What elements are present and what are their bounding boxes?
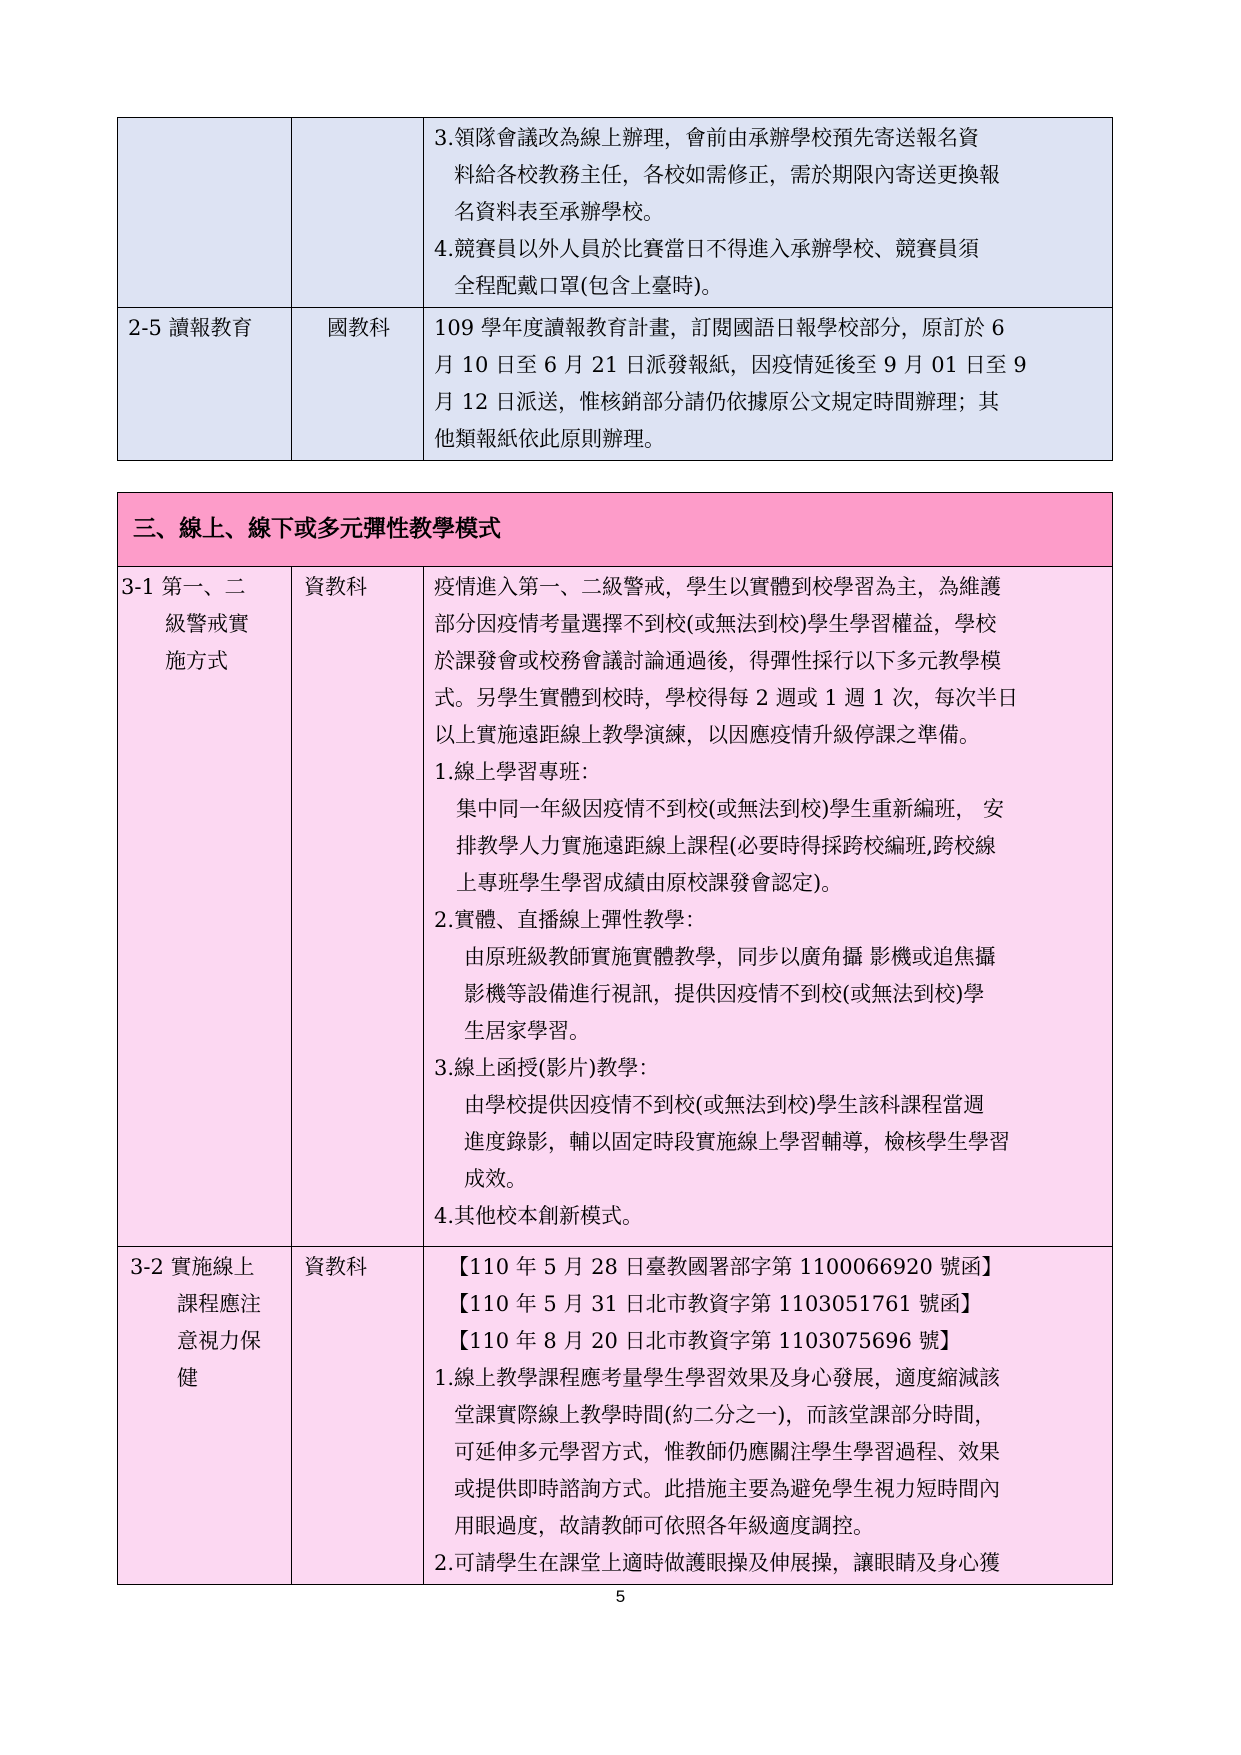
item-title-line: 意視力保 xyxy=(177,1329,261,1353)
text-line: 集中同一年級因疫情不到校(或無法到校)學生重新編班， 安 xyxy=(456,797,1005,821)
text-line: 線上教學課程應考量學生學習效果及身心發展，適度縮減該 xyxy=(454,1366,1001,1390)
reference-line: 【110 年 8 月 20 日北市教資字第 1103075696 號】 xyxy=(448,1329,961,1353)
table-row xyxy=(118,1247,1113,1585)
text-line: 全程配戴口罩(包含上臺時)。 xyxy=(454,274,723,298)
dept-cell xyxy=(292,1247,424,1585)
item-title-line: 施方式 xyxy=(165,649,228,673)
text-line: 上專班學生學習成績由原校課發會認定)。 xyxy=(456,871,843,895)
item-number: 3. xyxy=(434,126,455,150)
text-line: 部分因疫情考量選擇不到校(或無法到校)學生學習權益，學校 xyxy=(434,612,997,636)
text-line: 領隊會議改為線上辦理，會前由承辦學校預先寄送報名資 xyxy=(454,126,980,150)
text-line: 疫情進入第一、二級警戒，學生以實體到校學習為主，為維護 xyxy=(434,575,1001,599)
item-cell xyxy=(118,567,292,1247)
text-line: 於課發會或校務會議討論通過後，得彈性採行以下多元教學模 xyxy=(434,649,1001,673)
item-number: 4. xyxy=(434,237,455,261)
dept-cell-empty xyxy=(292,118,424,308)
text-line: 月 12 日派送，惟核銷部分請仍依據原公文規定時間辦理；其 xyxy=(434,390,1000,414)
page-number: 5 xyxy=(615,1587,626,1606)
text-line: 用眼過度，故請教師可依照各年級適度調控。 xyxy=(454,1514,875,1538)
item-title-line: 課程應注 xyxy=(177,1292,261,1316)
list-item xyxy=(434,231,1104,305)
dept-name: 資教科 xyxy=(304,1255,367,1279)
list-item-heading: 1.線上學習專班： xyxy=(434,760,602,784)
list-item xyxy=(434,1545,1104,1582)
reference-line: 【110 年 5 月 28 日臺教國署部字第 1100066920 號函】 xyxy=(448,1255,1003,1279)
list-item xyxy=(434,1360,1104,1545)
text-line: 影機等設備進行視訊，提供因疫情不到校(或無法到校)學 xyxy=(464,982,985,1006)
text-line: 由學校提供因疫情不到校(或無法到校)學生該科課程當週 xyxy=(464,1093,985,1117)
content-cell xyxy=(424,567,1113,1247)
table-row xyxy=(118,308,1113,461)
section-heading: 三、線上、線下或多元彈性教學模式 xyxy=(118,493,1113,567)
dept-name: 資教科 xyxy=(304,575,367,599)
text-line: 成效。 xyxy=(464,1167,527,1191)
content-cell xyxy=(424,1247,1113,1585)
text-line: 109 學年度讀報教育計畫，訂閱國語日報學校部分，原訂於 6 xyxy=(434,316,1005,340)
text-line: 進度錄影，輔以固定時段實施線上學習輔導，檢核學生學習 xyxy=(464,1130,1010,1154)
table-continued xyxy=(117,117,1113,461)
text-line: 他類報紙依此原則辦理。 xyxy=(434,427,665,451)
text-line: 競賽員以外人員於比賽當日不得進入承辦學校、競賽員須 xyxy=(454,237,980,261)
item-number: 1. xyxy=(434,1366,455,1390)
text-line: 由原班級教師實施實體教學，同步以廣角攝 影機或追焦攝 xyxy=(464,945,996,969)
list-item-heading: 4.其他校本創新模式。 xyxy=(434,1204,644,1228)
reference-line: 【110 年 5 月 31 日北市教資字第 1103051761 號函】 xyxy=(448,1292,982,1316)
item-title: 3-2 實施線上 xyxy=(130,1255,255,1279)
text-line: 式。另學生實體到校時，學校得每 2 週或 1 週 1 次，每次半日 xyxy=(434,686,1019,710)
text-line: 生居家學習。 xyxy=(464,1019,590,1043)
table-row xyxy=(118,567,1113,1247)
list-item-heading: 3.線上函授(影片)教學： xyxy=(434,1056,660,1080)
list-item-heading: 2.實體、直播線上彈性教學： xyxy=(434,908,707,932)
item-cell xyxy=(118,308,292,461)
text-line: 或提供即時諮詢方式。此措施主要為避免學生視力短時間內 xyxy=(454,1477,1001,1501)
dept-name: 國教科 xyxy=(327,316,390,340)
text-line: 名資料表至承辦學校。 xyxy=(454,200,665,224)
text-line: 可請學生在課堂上適時做護眼操及伸展操，讓眼睛及身心獲 xyxy=(454,1551,1001,1575)
item-number: 2. xyxy=(434,1551,455,1575)
list-item xyxy=(434,120,1104,231)
text-line: 以上實施遠距線上教學演練，以因應疫情升級停課之準備。 xyxy=(434,723,980,747)
text-line: 排教學人力實施遠距線上課程(必要時得採跨校編班,跨校線 xyxy=(456,834,996,858)
item-title: 2-5 讀報教育 xyxy=(128,316,253,340)
table-section-3 xyxy=(117,492,1113,1585)
dept-cell xyxy=(292,308,424,461)
dept-cell xyxy=(292,567,424,1247)
item-cell xyxy=(118,1247,292,1585)
content-cell xyxy=(424,308,1113,461)
item-title-line: 級警戒實 xyxy=(165,612,249,636)
section-header-row xyxy=(118,493,1113,567)
text-line: 堂課實際線上教學時間(約二分之一)，而該堂課部分時間， xyxy=(454,1403,996,1427)
text-line: 料給各校教務主任，各校如需修正，需於期限內寄送更換報 xyxy=(454,163,1001,187)
item-title-line: 健 xyxy=(177,1366,198,1390)
text-line: 可延伸多元學習方式，惟教師仍應關注學生學習過程、效果 xyxy=(454,1440,1001,1464)
content-cell xyxy=(424,118,1113,308)
item-cell-empty xyxy=(118,118,292,308)
text-line: 月 10 日至 6 月 21 日派發報紙，因疫情延後至 9 月 01 日至 9 xyxy=(434,353,1027,377)
item-title: 3-1 第一、二 xyxy=(121,575,246,599)
table-row xyxy=(118,118,1113,308)
